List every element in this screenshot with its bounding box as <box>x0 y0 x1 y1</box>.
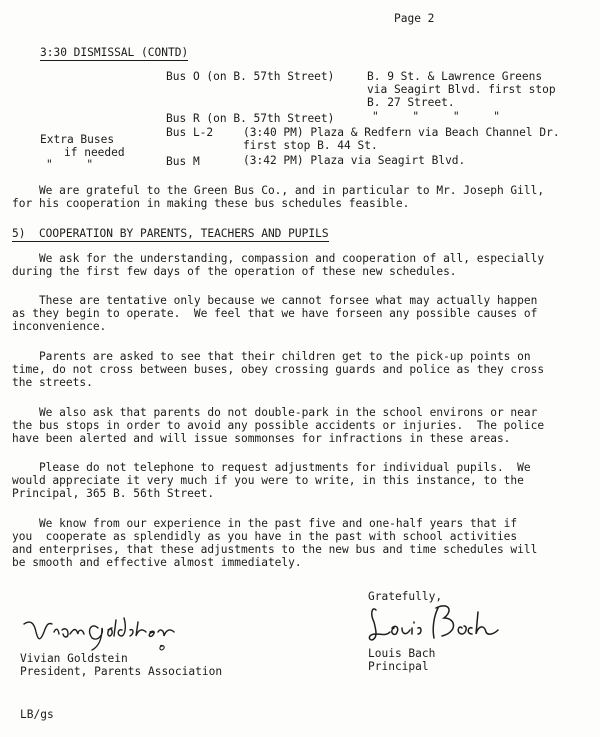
bus-m-route: (3:42 PM) Plaza via Seagirt Blvd. <box>243 154 466 167</box>
paragraph-line: and enterprises, that these adjustments to the new bus and time schedules will <box>12 543 538 556</box>
left-signer-title: President, Parents Association <box>20 665 223 678</box>
bus-o-route-line: via Seagirt Blvd. first stop <box>367 83 556 96</box>
paragraph-line: have been alerted and will issue sommonses for infractions in these areas. <box>12 432 511 445</box>
paragraph-line: you cooperate as splendidly as you have in the past with school activities <box>12 530 518 543</box>
bus-o-route-line: B. 27 Street. <box>367 96 455 109</box>
extra-buses-label: Extra Buses <box>40 133 115 146</box>
bus-r-label: Bus R (on B. 57th Street) <box>166 112 335 125</box>
section-heading-dismissal: 3:30 DISMISSAL (CONTD) <box>40 46 189 59</box>
right-signer-name: Louis Bach <box>368 647 436 660</box>
signature-vivian-goldstein <box>18 610 188 654</box>
bus-o-label: Bus O (on B. 57th Street) <box>166 70 335 83</box>
bus-l2-route-line: (3:40 PM) Plaza & Redfern via Beach Channel Dr. <box>243 126 560 139</box>
closing-salutation: Gratefully, <box>368 590 443 603</box>
section-heading-cooperation: 5) COOPERATION BY PARENTS, TEACHERS AND PUPILS <box>12 227 329 240</box>
paragraph-line: These are tentative only because we cannot forsee what may actually happen <box>12 294 538 307</box>
paragraph-line: for his cooperation in making these bus schedules feasible. <box>12 197 410 210</box>
paragraph-line: would appreciate it very much if you were to write, in this instance, to the <box>12 474 524 487</box>
right-signer-title: Principal <box>368 660 429 673</box>
paragraph-line: be smooth and effective almost immediately. <box>12 556 302 569</box>
extra-buses-sublabel: if needed <box>64 146 125 159</box>
paragraph-line: Please do not telephone to request adjustments for individual pupils. We <box>12 461 531 474</box>
bus-l2-label: Bus L-2 <box>166 126 214 139</box>
paragraph-line: during the first few days of the operation of these new schedules. <box>12 265 457 278</box>
bus-r-ditto: " " " " <box>372 110 500 123</box>
paragraph-line: We ask for the understanding, compassion and cooperation of all, especially <box>12 252 545 265</box>
paragraph-line: the streets. <box>12 376 93 389</box>
bus-m-label: Bus M <box>166 155 200 168</box>
signature-louis-bach <box>364 598 524 646</box>
paragraph-line: as they begin to operate. We feel that we have forseen any possible causes of <box>12 307 538 320</box>
paragraph-line: We also ask that parents do not double-park in the school environs or near <box>12 406 538 419</box>
bus-o-route-line: B. 9 St. & Lawrence Greens <box>367 70 543 83</box>
left-signer-name: Vivian Goldstein <box>20 652 128 665</box>
typist-initials: LB/gs <box>20 708 54 721</box>
paragraph-line: We are grateful to the Green Bus Co., and in particular to Mr. Joseph Gill, <box>12 184 545 197</box>
paragraph-line: inconvenience. <box>12 320 107 333</box>
paragraph-line: We know from our experience in the past five and one-half years that if <box>12 517 518 530</box>
paragraph-line: Principal, 365 B. 56th Street. <box>12 487 215 500</box>
paragraph-line: Parents are asked to see that their children get to the pick-up points on <box>12 350 531 363</box>
page-number: Page 2 <box>394 12 435 25</box>
bus-l2-route-line: first stop B. 44 St. <box>243 139 378 152</box>
paragraph-line: the bus stops in order to avoid any possible accidents or injuries. The police <box>12 419 545 432</box>
paragraph-line: time, do not cross between buses, obey crossing guards and police as they cross <box>12 363 545 376</box>
extra-buses-ditto: " " <box>46 158 94 171</box>
